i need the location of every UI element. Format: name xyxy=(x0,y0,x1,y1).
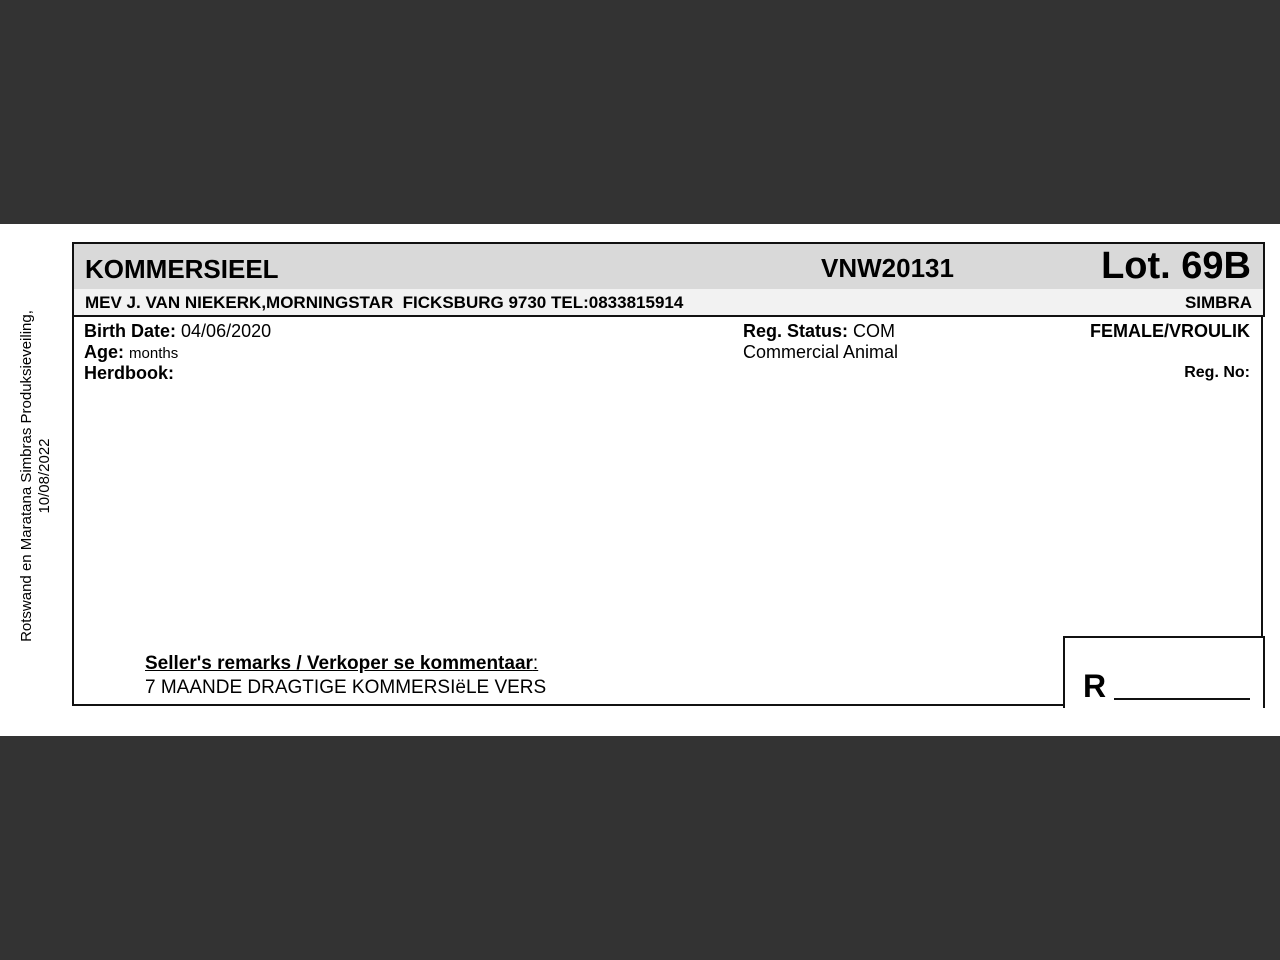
price-box xyxy=(1063,636,1265,708)
auction-date: 10/08/2022 xyxy=(36,438,53,514)
owner-details: MEV J. VAN NIEKERK,MORNINGSTAR FICKSBURG 9730 TEL:0833815914 xyxy=(85,293,684,312)
birth-date-label: Birth Date: xyxy=(84,321,177,341)
currency-symbol: R xyxy=(1083,668,1107,704)
remarks-colon: : xyxy=(532,653,539,674)
remarks-heading xyxy=(145,653,538,675)
age-label: Age: xyxy=(84,342,124,362)
category-title: KOMMERSIEEL xyxy=(85,254,279,284)
breed-label: SIMBRA xyxy=(1184,293,1252,312)
reg-status-value: COM xyxy=(853,321,896,341)
herdbook-field xyxy=(84,363,174,384)
birth-date-field xyxy=(84,321,271,342)
animal-code: VNW20131 xyxy=(821,253,954,283)
reg-status-label: Reg. Status: xyxy=(743,321,849,341)
reg-no-label: Reg. No: xyxy=(1184,364,1250,381)
age-field xyxy=(84,342,178,363)
lot-card xyxy=(72,242,1263,706)
reg-status-field xyxy=(743,321,895,342)
birth-date-value: 04/06/2020 xyxy=(181,321,272,341)
auction-name: Rotswand en Maratana Simbras Produksieveiling, xyxy=(18,310,35,642)
price-blank-line[interactable] xyxy=(1114,698,1250,700)
remarks-label-text: Seller's remarks / Verkoper se kommentaar xyxy=(145,653,533,674)
lot-body xyxy=(72,317,1065,706)
reg-status-description: Commercial Animal xyxy=(743,342,899,362)
herdbook-label: Herdbook: xyxy=(84,363,174,383)
sex-label: FEMALE/VROULIK xyxy=(1090,321,1250,341)
owner-row xyxy=(72,289,1265,317)
auction-side-note xyxy=(16,300,56,652)
age-value: months xyxy=(129,345,179,362)
lot-number: Lot. 69B xyxy=(1101,245,1251,287)
remarks-text: 7 MAANDE DRAGTIGE KOMMERSIëLE VERS xyxy=(145,677,547,698)
lot-header xyxy=(72,242,1265,291)
